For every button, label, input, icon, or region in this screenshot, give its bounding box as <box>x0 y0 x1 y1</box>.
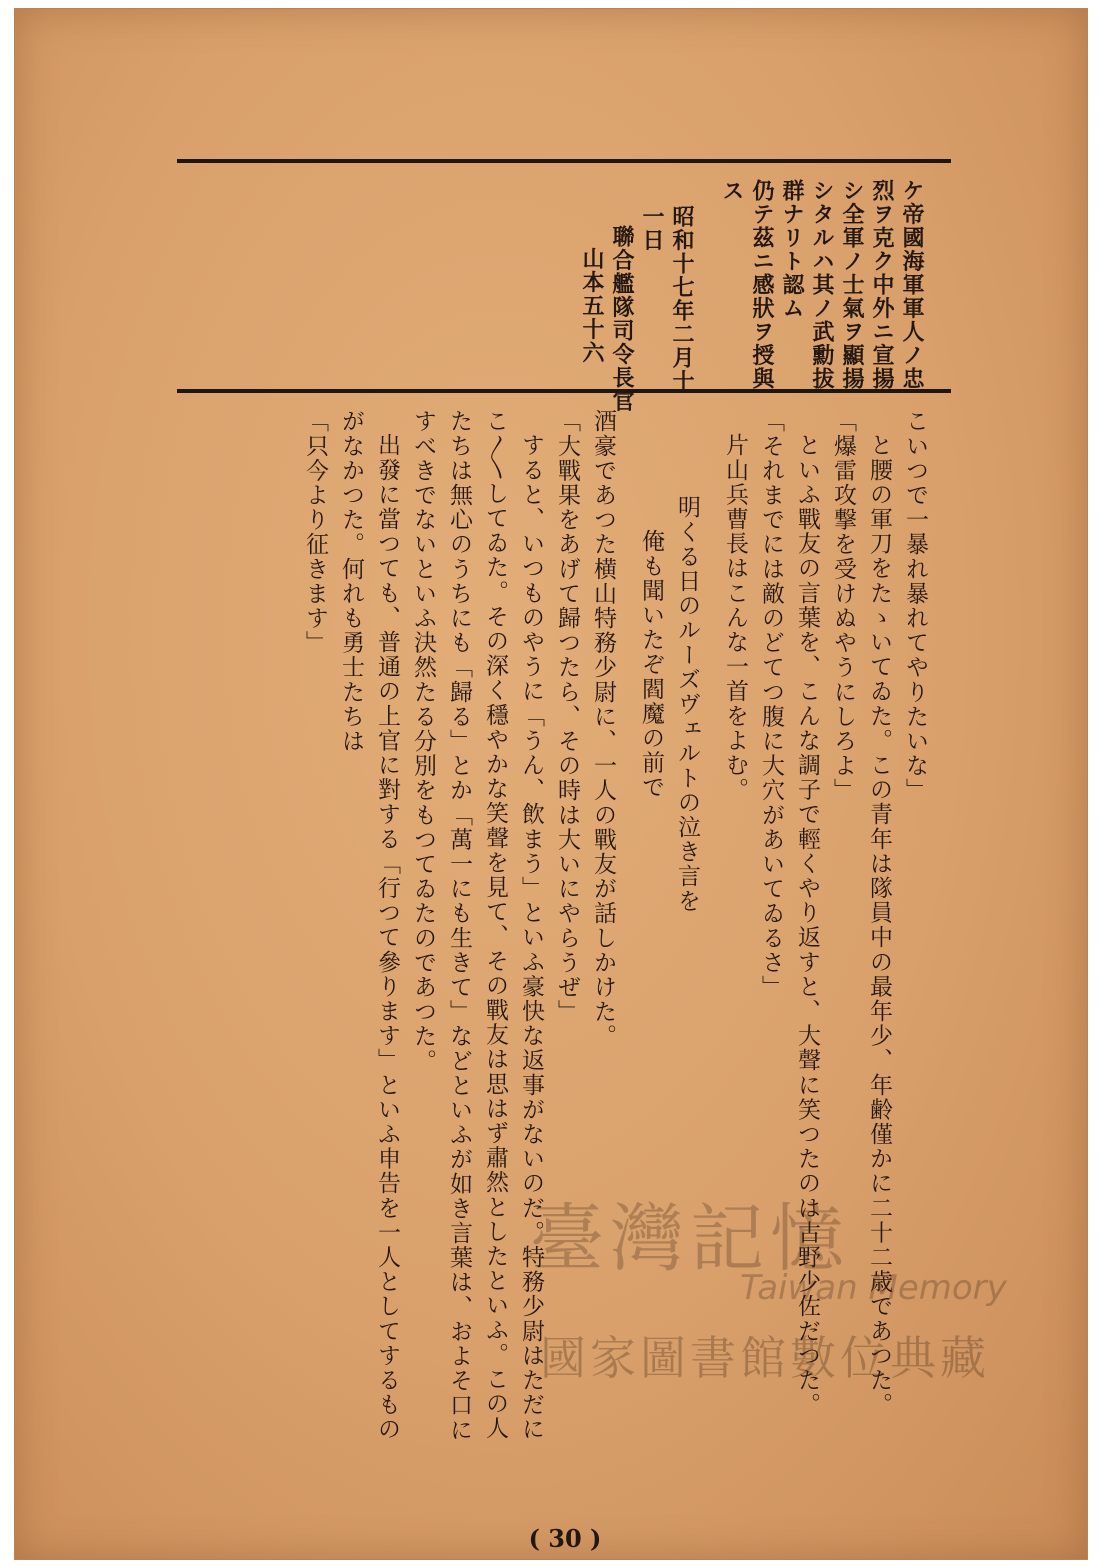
body-line: と腰の軍刀をたゝいてゐた。この青年は隊員中の最年少、年齢僅かに二十二歳であつた。 <box>866 433 892 1417</box>
body-line: 「それまでには敵のどてつ腹に大穴があいてゐるさ」 <box>758 409 784 1000</box>
rescript-signature: 山本五十六 <box>579 247 605 365</box>
rescript-line: シタルハ其ノ武勳拔 <box>809 179 835 391</box>
body-line: 明くる日のルーズヴェルトの泣き言を <box>674 495 700 914</box>
body-line: がなかつた。何れも勇士たちは <box>338 409 364 754</box>
rescript-line: ケ帝國海軍軍人ノ忠 <box>899 179 925 391</box>
rescript-line: シ全軍ノ士氣ヲ顯揚 <box>839 179 865 391</box>
body-line: 出發に當つても、普通の上官に對する「行つて參ります」といふ申告を一人としてするもの <box>374 433 400 1442</box>
body-line: すると、いつものやうに「うん、飲まう」といふ豪快な返事がないのだ。特務少尉はただに <box>518 433 544 1442</box>
rescript-date: 昭和十七年二月十 <box>669 205 695 393</box>
rescript-date: 一日 <box>639 205 665 252</box>
rescript-issuer: 聯合艦隊司令長官 <box>609 225 635 413</box>
watermark-english: Taiwan Memory <box>740 1268 1007 1308</box>
body-line: こいつで一暴れ暴れてやりたいな」 <box>902 409 928 803</box>
body-line: 「大戰果をあげて歸つたら、その時は大いにやらうぜ」 <box>554 409 580 1024</box>
body-line: こ〳〵してゐた。その深く穩やかな笑聲を見て、その戰友は思はず肅然としたといふ。この人 <box>482 409 508 1441</box>
page-number: ( 30 ) <box>528 1524 602 1553</box>
body-line: といふ戰友の言葉を、こんな調子で輕くやり返すと、大聲に笑つたのは古野少佐だつた。 <box>794 433 820 1417</box>
body-line: 酒豪であつた横山特務少尉に、一人の戰友が話しかけた。 <box>590 409 616 1049</box>
rescript-line: 烈ヲ克ク中外ニ宣揚 <box>869 179 895 391</box>
top-rule <box>177 159 951 163</box>
rescript-line: 群ナリト認ム <box>779 179 805 320</box>
watermark-org: 國家圖書館數位典藏 <box>540 1331 990 1385</box>
rescript-line: ス <box>719 179 745 203</box>
body-line: 「爆雷攻撃を受けぬやうにしろよ」 <box>830 409 856 803</box>
watermark-chinese: 臺灣記憶 <box>530 1196 850 1282</box>
body-line: 俺も聞いたぞ閻魔の前で <box>638 529 664 800</box>
body-line: すべきでないといふ決然たる分別をもつてゐたのであつた。 <box>410 409 436 1074</box>
body-line: 片山兵曹長はこんな一首をよむ。 <box>722 433 748 802</box>
body-line: 「只今より征きます」 <box>302 409 328 655</box>
rescript-line: 仍テ茲ニ感狀ヲ授與 <box>749 179 775 391</box>
body-line: たちは無心のうちにも「歸る」とか「萬一にも生きて」などといふが如き言葉は、およそ口に <box>446 409 472 1443</box>
